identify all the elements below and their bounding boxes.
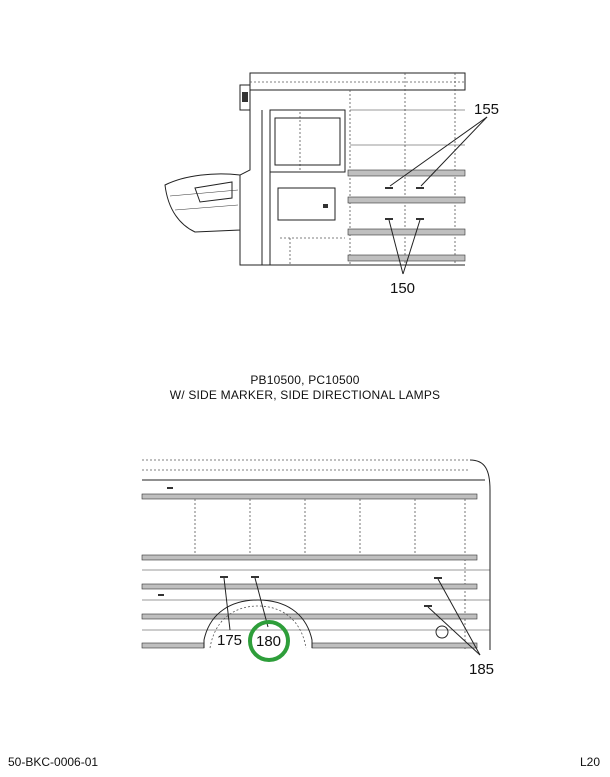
callout-155: 155: [474, 101, 500, 118]
bottom-bus-illustration: [142, 460, 490, 655]
callout-185: 185: [469, 661, 495, 678]
callout-150: 150: [390, 280, 416, 297]
footer-page-code: L20: [579, 755, 600, 769]
view-caption-line2: W/ SIDE MARKER, SIDE DIRECTIONAL LAMPS: [169, 388, 441, 402]
callout-175: 175: [217, 632, 243, 649]
view-caption-line1: PB10500, PC10500: [250, 373, 360, 387]
top-bus-illustration: [165, 73, 487, 274]
footer-drawing-number: 50-BKC-0006-01: [8, 755, 99, 769]
callout-180: 180: [256, 633, 282, 650]
